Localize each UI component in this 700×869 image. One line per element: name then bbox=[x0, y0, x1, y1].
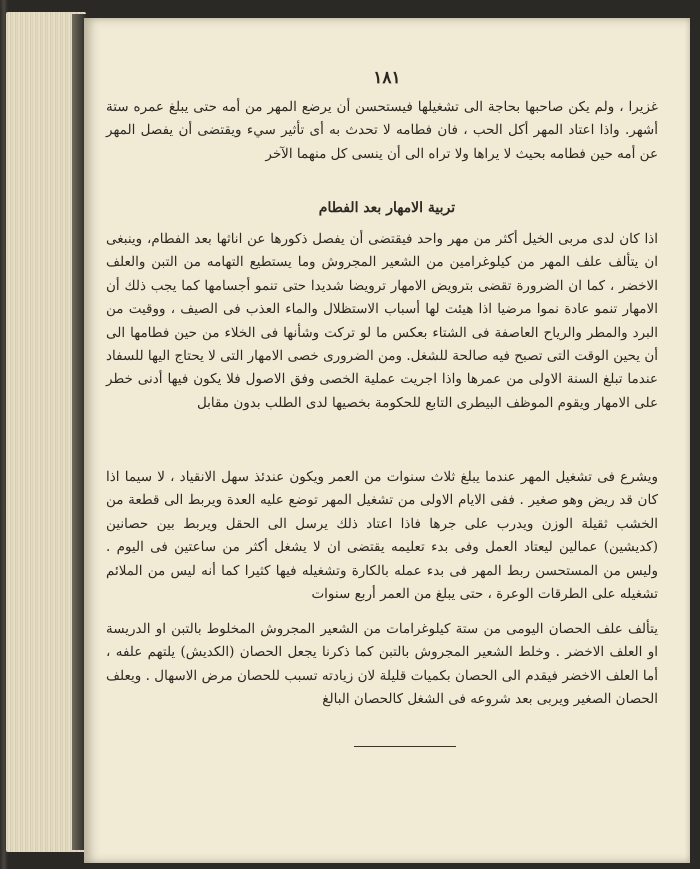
page-number: ١٨١ bbox=[373, 68, 401, 88]
body-paragraph-2: ويشرع فى تشغيل المهر عندما يبلغ ثلاث سنوات من العمر ويكون عندئذ سهل الانقياد ، لا سيما اذا كان قد ريض وهو صغير . ففى الايام الاولى من تشغيل المهر توضع عليه العدة ويربط الى قطعة من الخشب ثقيلة الوزن ويدرب على جرها فاذا اعتاد ذلك يرسل الى الحقل ويربط بين حصانين (كديشين) عمالين ليعتاد العمل وفى بدء تعليمه يقتضى ان لا يشغل أكثر من ساعتين فى اليوم . وليس من المستحسن ربط المهر فى بدء عمله بالكارة وتشغيله فيها كثيرا كما أنه ليس من الملائم تشغيله على الطرقات الوعرة ، حتى يبلغ من العمر أربع سنوات bbox=[106, 469, 658, 603]
book-page bbox=[84, 18, 690, 863]
end-rule bbox=[354, 746, 456, 747]
section-heading: تربية الامهار بعد الفطام bbox=[318, 200, 456, 216]
body-paragraph-1: اذا كان لدى مربى الخيل أكثر من مهر واحد فيقتضى أن يفصل ذكورها عن اناثها بعد الفطام، وينبغى ان يتألف علف المهر من كيلوغرامين من الشعير المجروش وما يستطيع التهامه من التبن والعلف الاخضر ، كما ان الضرورة تقضى بترويض الامهار ترويضا شديدا حتى تنمو أجسامها كما يجب ذلك أن الامهار تنمو عادة نموا مرضيا اذا هيئت لها أسباب الاستظلال والماء العذب فى الصيف ، ووقيت من البرد والمطر والرياح العاصفة فى الشتاء بعكس ما لو تركت وشأنها فى الخلاء من حين فطامها الى أن يحين الوقت التى تصبح فيه صالحة للشغل. ومن الضرورى خصى الامهار التى لا يحتاج اليها للسفاد عندما تبلغ السنة الاولى من عمرها واذا اجريت عملية الخصى وفق الاصول فلا يكون فيها أدنى خطر على الامهار ويقوم الموظف البيطرى التابع للحكومة بخصيها لدى الطلب بدون مقابل bbox=[106, 231, 658, 411]
intro-paragraph: غزيرا ، ولم يكن صاحبها بحاجة الى تشغيلها فيستحسن أن يرضع المهر من أمه حتى يبلغ عمره ستة أشهر. واذا اعتاد المهر أكل الحب ، فان فطامه لا تحدث به أى تأثير سيء ويقتضى أن يفصل المهر عن أمه حين فطامه بحيث لا يراها ولا تراه الى أن ينسى كل منهما الآخر bbox=[106, 99, 658, 162]
body-paragraph-3: يتألف علف الحصان اليومى من ستة كيلوغرامات من الشعير المجروش المخلوط بالتبن او الدريسة او العلف الاخضر . وخلط الشعير المجروش بالتبن كما ذكرنا يجعل الحصان (الكديش) يلتهم علفه ، أما العلف الاخضر فيقدم الى الحصان بكميات قليلة لان زيادته تسبب للحصان مرض الاسهال . ويعلف الحصان الصغير ويربى بعد شروعه فى الشغل كالحصان البالغ bbox=[106, 621, 658, 708]
